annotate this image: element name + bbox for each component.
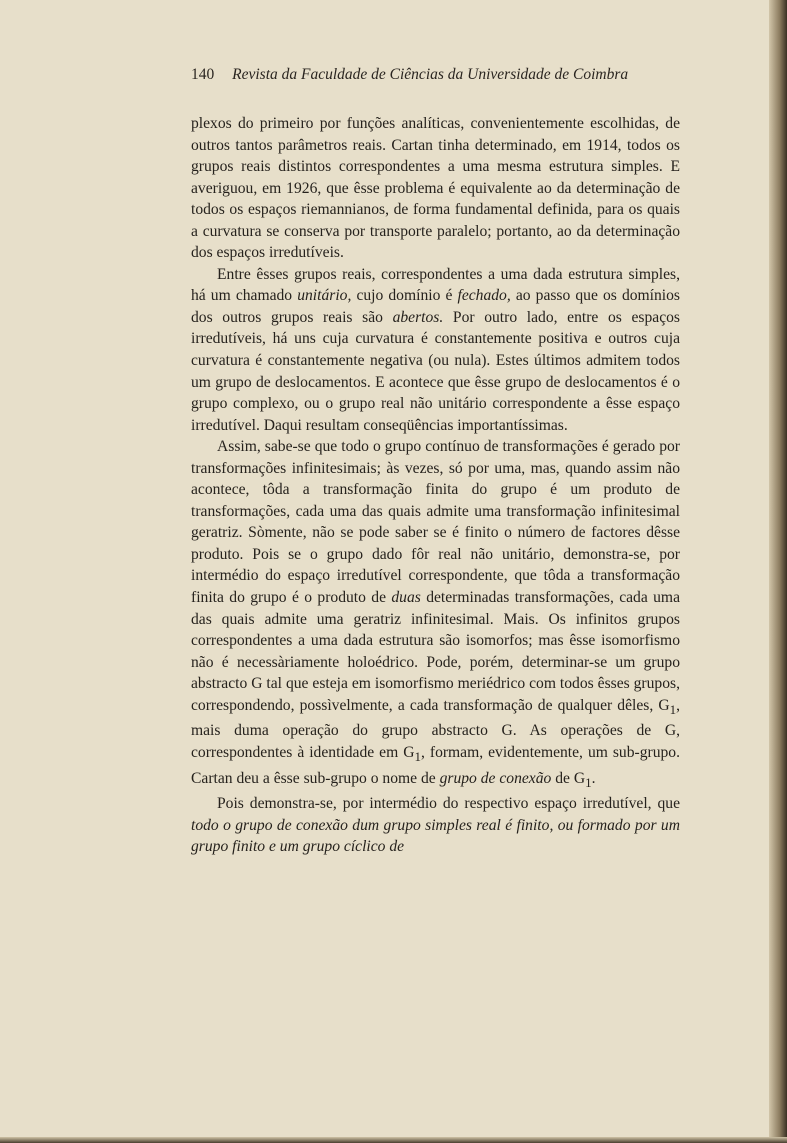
italic-term-duas: duas [391, 589, 421, 607]
page-edge-shadow [769, 0, 787, 1143]
subscript: 1 [669, 701, 677, 717]
text-run: de G [551, 769, 586, 787]
subscript: 1 [414, 749, 421, 765]
text-run: , mais duma operação do grupo abstracto G. As operações de G, correspondentes à identidade em G [191, 696, 680, 761]
paragraph-2 [191, 264, 680, 436]
text-run: determinadas transformações, cada uma das quais admite uma geratriz infinitesimal. Mais. Os infinitos grupos correspondentes a uma dada estrutura são isomorfos; mas êsse isomorfismo não é necessàriamente holoédrico. Pode, porém, determinar-se um grupo abstracto G tal que esteja em isomorfismo meriédrico com todos êsses grupos, correspondendo, possìvelmente, a cada transformação de qualquer dêles, G [191, 589, 680, 714]
text-run: , formam, evidentemente, um sub-grupo. Cartan deu a êsse sub-grupo o nome de [191, 743, 680, 787]
subscript: 1 [585, 774, 592, 790]
text-run: cujo domínio é [351, 287, 458, 305]
italic-term-abertos: abertos. [392, 308, 444, 326]
body-text [191, 113, 680, 858]
paragraph-3 [191, 436, 680, 793]
journal-title: Revista da Faculdade de Ciências da Universidade de Coimbra [232, 66, 629, 83]
text-run: . [591, 769, 596, 787]
text-run: Entre êsses grupos reais, correspondentes a uma dada estrutura simples, há um chamado [191, 265, 680, 305]
paragraph-1 [191, 113, 680, 264]
text-run: Pois demonstra-se, por intermédio do respectivo espaço irredutível, que [217, 795, 680, 813]
italic-term-grupo-de-conexao: grupo de conexão [439, 769, 552, 787]
page-bottom-edge [0, 1137, 787, 1143]
text-run: Por outro lado, entre os espaços irredutíveis, há uns cuja curvatura é constantemente positiva e outros cuja curvatura é constantemente negativa (ou nula). Estes últimos admitem todos um grupo de deslocamentos. E acontece que êsse grupo de deslocamentos é o grupo complexo, ou o grupo real não unitário correspondente a êsse espaço irredutível. Daqui resultam conseqüências importantíssimas. [191, 308, 680, 434]
italic-theorem-statement: todo o grupo de conexão dum grupo simples real é finito, ou formado por um grupo finito e um grupo cíclico de [191, 816, 680, 856]
paragraph-4 [191, 793, 680, 858]
text-run: Assim, sabe-se que todo o grupo contínuo de transformações é gerado por transformações infinitesimais; às vezes, só por uma, mas, quando assim não acontece, tôda a transformação finita do grupo é um produto de transformações, cada uma das quais admite uma transformação infinitesimal geratriz. Sòmente, não se pode saber se é finito o número de factores dêsse produto. Pois se o grupo dado fôr real não unitário, demonstra-se, por intermédio do espaço irredutível correspondente, que tôda a transformação finita do grupo é o produto de [191, 438, 680, 607]
italic-term-fechado: fechado, [457, 287, 511, 305]
page-number: 140 [191, 66, 215, 83]
running-header [191, 66, 681, 84]
text-run: ao passo que os domínios dos outros grupos reais são [191, 287, 680, 326]
text-run: plexos do primeiro por funções analíticas, convenientemente escolhidas, de outros tantos parâmetros reais. Cartan tinha determinado, em 1914, todos os grupos reais distintos correspondentes a uma mesma estrutura simples. E averiguou, em 1926, que êsse problema é equivalente ao da determinação de todos os espaços riemannianos, de forma fundamental definida, para os quais a curvatura se conserva por transporte paralelo; portanto, ao da determinação dos espaços irredutíveis. [191, 115, 680, 262]
italic-term-unitario: unitário, [297, 287, 352, 305]
